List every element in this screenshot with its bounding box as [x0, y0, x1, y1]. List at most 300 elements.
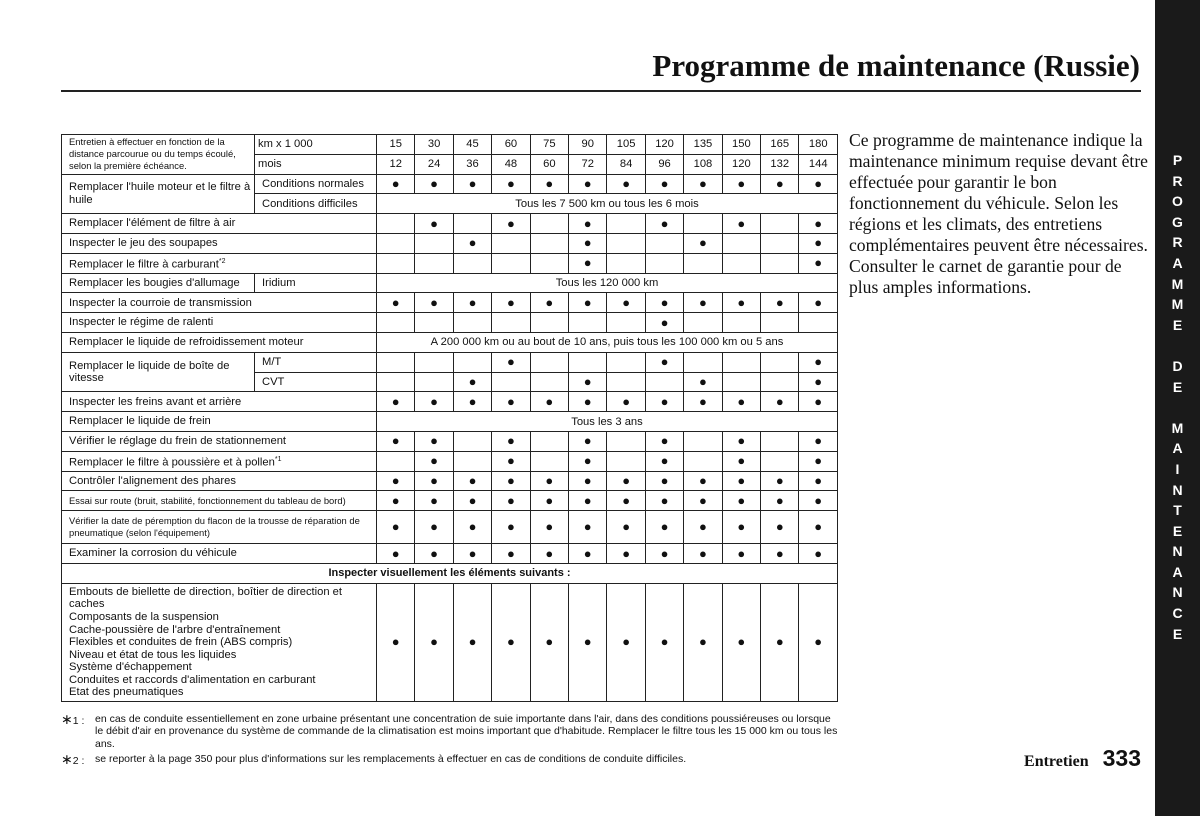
- schedule-cell: [799, 392, 838, 412]
- service-dot: ●: [660, 175, 669, 191]
- side-tab-letter: T: [1173, 502, 1182, 519]
- maintenance-item-label: Remplacer le filtre à poussière et à pollen: [69, 456, 275, 469]
- visual-inspection-item: Flexibles et conduites de frein (ABS compris): [69, 636, 293, 649]
- service-dot: ●: [775, 472, 784, 488]
- service-dot: ●: [737, 294, 746, 310]
- maintenance-item: [62, 451, 377, 471]
- schedule-cell: [530, 233, 568, 253]
- schedule-cell: [453, 174, 491, 194]
- maintenance-item-label: Examiner la corrosion du véhicule: [69, 547, 237, 560]
- service-dot: ●: [583, 393, 592, 409]
- side-tab-letter: [1155, 397, 1200, 418]
- schedule-cell: [453, 544, 491, 564]
- interval-span: Tous les 120 000 km: [377, 273, 838, 293]
- schedule-cell: [645, 583, 683, 701]
- service-dot: ●: [430, 545, 439, 561]
- service-dot: ●: [468, 472, 477, 488]
- schedule-cell: [761, 491, 799, 511]
- schedule-cell: [530, 352, 568, 372]
- service-dot: ●: [468, 634, 477, 650]
- schedule-cell: [607, 174, 645, 194]
- maintenance-item: [62, 313, 377, 333]
- schedule-cell: [453, 392, 491, 412]
- schedule-cell: [492, 511, 530, 544]
- schedule-cell: [492, 491, 530, 511]
- schedule-cell: [761, 372, 799, 392]
- schedule-cell: [453, 491, 491, 511]
- schedule-cell: [799, 293, 838, 313]
- visual-inspection-item: Niveau et état de tous les liquides: [69, 648, 237, 661]
- schedule-cell: [761, 233, 799, 253]
- schedule-cell: [530, 174, 568, 194]
- service-dot: ●: [506, 215, 515, 231]
- schedule-cell: [415, 451, 453, 471]
- schedule-cell: [684, 471, 722, 491]
- service-dot: ●: [622, 519, 631, 535]
- service-dot: ●: [737, 519, 746, 535]
- schedule-cell: [684, 451, 722, 471]
- schedule-cell: [761, 392, 799, 412]
- schedule-cell: [453, 214, 491, 234]
- side-tab-letter: O: [1172, 193, 1183, 210]
- service-dot: ●: [814, 453, 823, 469]
- schedule-cell: [453, 352, 491, 372]
- schedule-cell: [799, 471, 838, 491]
- schedule-cell: [645, 233, 683, 253]
- schedule-cell: [645, 392, 683, 412]
- service-dot: ●: [737, 492, 746, 508]
- footnote-ref: *1: [274, 455, 282, 463]
- service-dot: ●: [506, 354, 515, 370]
- schedule-cell: [607, 352, 645, 372]
- schedule-cell: [645, 352, 683, 372]
- schedule-cell: [415, 313, 453, 333]
- schedule-cell: [645, 253, 683, 273]
- schedule-cell: [569, 293, 607, 313]
- schedule-cell: [645, 372, 683, 392]
- visual-inspection-row: [62, 583, 838, 701]
- service-dot: ●: [699, 472, 707, 488]
- service-dot: ●: [814, 545, 823, 561]
- schedule-cell: [530, 583, 568, 701]
- schedule-cell: [722, 174, 760, 194]
- maintenance-item-label: Contrôler l'alignement des phares: [69, 474, 236, 487]
- service-dot: ●: [699, 373, 707, 389]
- service-dot: ●: [583, 519, 592, 535]
- service-dot: ●: [391, 472, 400, 488]
- service-dot: ●: [391, 393, 400, 409]
- condition-label: Conditions normales: [255, 174, 377, 194]
- schedule-cell: [645, 491, 683, 511]
- schedule-cell: [607, 233, 645, 253]
- table-row: [62, 273, 838, 293]
- service-dot: ●: [468, 294, 477, 310]
- service-dot: ●: [391, 433, 400, 449]
- service-dot: ●: [506, 294, 515, 310]
- side-tab-letter: N: [1172, 481, 1183, 498]
- schedule-cell: [722, 214, 760, 234]
- table-row: [62, 451, 838, 471]
- footnotes: [61, 713, 841, 771]
- service-dot: ●: [468, 175, 477, 191]
- schedule-cell: [645, 174, 683, 194]
- schedule-cell: [569, 253, 607, 273]
- schedule-cell: [684, 491, 722, 511]
- schedule-cell: [377, 451, 415, 471]
- service-dot: ●: [506, 545, 515, 561]
- schedule-cell: [722, 431, 760, 451]
- maintenance-item: [62, 273, 255, 293]
- schedule-cell: [799, 491, 838, 511]
- months-label: mois: [255, 154, 377, 174]
- service-dot: ●: [622, 393, 631, 409]
- month-interval: 120: [722, 154, 760, 174]
- schedule-cell: [607, 583, 645, 701]
- schedule-cell: [415, 491, 453, 511]
- service-dot: ●: [506, 453, 515, 469]
- schedule-cell: [684, 511, 722, 544]
- schedule-cell: [799, 313, 838, 333]
- km-interval: 60: [492, 135, 530, 155]
- km-interval: 120: [645, 135, 683, 155]
- schedule-cell: [722, 583, 760, 701]
- table-row: [62, 352, 838, 372]
- schedule-cell: [645, 293, 683, 313]
- schedule-cell: [453, 451, 491, 471]
- km-interval: 75: [530, 135, 568, 155]
- side-tab-letter: N: [1172, 584, 1183, 601]
- maintenance-item-label: Remplacer le liquide de boîte de vitesse: [69, 359, 230, 385]
- schedule-cell: [377, 544, 415, 564]
- schedule-cell: [645, 471, 683, 491]
- service-dot: ●: [814, 519, 823, 535]
- schedule-cell: [530, 313, 568, 333]
- schedule-cell: [492, 471, 530, 491]
- service-dot: ●: [737, 472, 746, 488]
- service-dot: ●: [622, 472, 631, 488]
- schedule-cell: [761, 431, 799, 451]
- maintenance-item: [62, 214, 377, 234]
- service-dot: ●: [699, 545, 707, 561]
- schedule-cell: [607, 544, 645, 564]
- footer-section-name: Entretien: [1024, 753, 1089, 770]
- schedule-cell: [722, 471, 760, 491]
- service-dot: ●: [391, 492, 400, 508]
- service-dot: ●: [814, 294, 823, 310]
- side-tab-letter: A: [1172, 254, 1183, 271]
- service-dot: ●: [506, 634, 515, 650]
- schedule-cell: [415, 544, 453, 564]
- schedule-cell: [569, 431, 607, 451]
- service-dot: ●: [814, 175, 823, 191]
- side-tab-letter: N: [1172, 543, 1183, 560]
- schedule-cell: [415, 392, 453, 412]
- service-dot: ●: [430, 433, 439, 449]
- schedule-cell: [492, 392, 530, 412]
- header-row-km: [62, 135, 838, 155]
- schedule-cell: [569, 233, 607, 253]
- schedule-cell: [645, 313, 683, 333]
- service-dot: ●: [468, 235, 477, 251]
- table-row: [62, 511, 838, 544]
- maintenance-item: [62, 174, 255, 214]
- service-dot: ●: [622, 492, 631, 508]
- month-interval: 132: [761, 154, 799, 174]
- schedule-cell: [492, 372, 530, 392]
- title-rule: [61, 90, 1141, 92]
- service-dot: ●: [775, 294, 784, 310]
- condition-label: Iridium: [255, 273, 377, 293]
- schedule-cell: [415, 431, 453, 451]
- schedule-cell: [761, 253, 799, 273]
- table-row: [62, 233, 838, 253]
- service-dot: ●: [660, 354, 669, 370]
- schedule-cell: [722, 491, 760, 511]
- schedule-cell: [684, 431, 722, 451]
- schedule-cell: [761, 583, 799, 701]
- visual-inspection-item: Cache-poussière de l'arbre d'entraînement: [69, 623, 281, 636]
- service-dot: ●: [583, 255, 592, 271]
- visual-inspection-header-row: [62, 563, 838, 583]
- side-tab-letter: E: [1172, 522, 1183, 539]
- schedule-cell: [645, 431, 683, 451]
- service-dot: ●: [814, 373, 823, 389]
- side-tab-letter: M: [1171, 275, 1184, 292]
- service-dot: ●: [814, 433, 823, 449]
- visual-inspection-item: Composants de la suspension: [69, 610, 219, 623]
- km-interval: 105: [607, 135, 645, 155]
- service-dot: ●: [391, 519, 400, 535]
- maintenance-item: [62, 253, 377, 273]
- schedule-cell: [722, 293, 760, 313]
- service-dot: ●: [814, 354, 823, 370]
- service-dot: ●: [430, 634, 439, 650]
- table-row: [62, 431, 838, 451]
- schedule-cell: [377, 491, 415, 511]
- maintenance-item-label: Essai sur route (bruit, stabilité, fonctionnement du tableau de bord): [69, 494, 346, 506]
- service-dot: ●: [775, 519, 784, 535]
- schedule-cell: [722, 253, 760, 273]
- table-row: [62, 174, 838, 194]
- schedule-cell: [761, 451, 799, 471]
- schedule-cell: [645, 511, 683, 544]
- schedule-cell: [415, 372, 453, 392]
- footnote-number: 1: [72, 715, 79, 727]
- schedule-cell: [530, 392, 568, 412]
- maintenance-item: [62, 233, 377, 253]
- schedule-cell: [492, 214, 530, 234]
- maintenance-item: [62, 293, 377, 313]
- interval-span: A 200 000 km ou au bout de 10 ans, puis tous les 100 000 km ou 5 ans: [377, 332, 838, 352]
- schedule-cell: [569, 392, 607, 412]
- schedule-cell: [569, 544, 607, 564]
- service-dot: ●: [622, 294, 631, 310]
- service-dot: ●: [583, 472, 592, 488]
- schedule-cell: [607, 253, 645, 273]
- schedule-cell: [607, 511, 645, 544]
- km-interval: 165: [761, 135, 799, 155]
- km-interval: 150: [722, 135, 760, 155]
- schedule-cell: [722, 392, 760, 412]
- service-dot: ●: [430, 393, 439, 409]
- schedule-cell: [799, 431, 838, 451]
- service-dot: ●: [545, 175, 554, 191]
- service-dot: ●: [506, 472, 515, 488]
- schedule-cell: [684, 583, 722, 701]
- page-number: 333: [1102, 745, 1141, 771]
- footnote: [61, 753, 841, 767]
- service-dot: ●: [583, 215, 592, 231]
- service-dot: ●: [583, 373, 592, 389]
- side-tab-letter: M: [1171, 419, 1184, 436]
- side-tab-letter: D: [1172, 357, 1183, 374]
- service-dot: ●: [737, 545, 746, 561]
- footnote-ref: *2: [218, 257, 226, 265]
- interval-span: Tous les 3 ans: [377, 412, 838, 432]
- schedule-cell: [684, 174, 722, 194]
- service-dot: ●: [583, 545, 592, 561]
- service-dot: ●: [699, 294, 707, 310]
- footnote-text: en cas de conduite essentiellement en zone urbaine présentant une concentration de suie importante dans l'air, dans des conditions poussiéreuses ou lorsque le débit d'air en provenance du système de commande de la climatisation est moins important que d'habitude. Remplacer le filtre tous les 15 000 km ou tous les ans.: [95, 713, 838, 750]
- service-dot: ●: [391, 545, 400, 561]
- schedule-cell: [492, 544, 530, 564]
- schedule-cell: [569, 451, 607, 471]
- schedule-cell: [453, 471, 491, 491]
- visual-inspection-item: Conduites et raccords d'alimentation en carburant: [69, 673, 316, 686]
- km-interval: 180: [799, 135, 838, 155]
- table-row: [62, 293, 838, 313]
- service-dot: ●: [622, 175, 631, 191]
- schedule-cell: [569, 511, 607, 544]
- service-dot: ●: [622, 545, 631, 561]
- schedule-cell: [722, 352, 760, 372]
- schedule-cell: [607, 293, 645, 313]
- maintenance-item-label: Inspecter la courroie de transmission: [69, 296, 252, 309]
- km-interval: 15: [377, 135, 415, 155]
- schedule-cell: [492, 253, 530, 273]
- footnote-mark: ∗2 :: [61, 751, 85, 768]
- service-dot: ●: [814, 235, 823, 251]
- side-tab-letter: R: [1172, 234, 1183, 251]
- service-dot: ●: [814, 393, 823, 409]
- schedule-cell: [799, 253, 838, 273]
- service-dot: ●: [775, 634, 784, 650]
- schedule-cell: [761, 471, 799, 491]
- service-dot: ●: [660, 314, 669, 330]
- service-dot: ●: [737, 215, 746, 231]
- service-dot: ●: [814, 255, 823, 271]
- schedule-cell: [492, 583, 530, 701]
- footnote-number: 2: [72, 755, 79, 768]
- intro-paragraph: Ce programme de maintenance indique la maintenance minimum requise devant être effectuée pour garantir le bon fonctionnement du véhicule. Selon les régions et les climats, des entretiens complémentaires peuvent être nécessaires. Consulter le carnet de garantie pour de plus amples informations.: [849, 130, 1148, 297]
- service-dot: ●: [775, 175, 784, 191]
- service-dot: ●: [814, 634, 823, 650]
- schedule-cell: [722, 544, 760, 564]
- maintenance-item: [62, 392, 377, 412]
- maintenance-item: [62, 511, 377, 544]
- schedule-cell: [645, 214, 683, 234]
- service-dot: ●: [583, 294, 592, 310]
- schedule-cell: [607, 313, 645, 333]
- service-dot: ●: [699, 634, 707, 650]
- service-dot: ●: [699, 235, 707, 251]
- side-tab-letter: [1155, 335, 1200, 356]
- side-tab-letter: A: [1172, 440, 1183, 457]
- service-dot: ●: [814, 472, 823, 488]
- schedule-cell: [377, 372, 415, 392]
- table-row: [62, 332, 838, 352]
- service-dot: ●: [583, 235, 592, 251]
- side-tab-letter: G: [1172, 213, 1183, 230]
- condition-label: Conditions difficiles: [255, 194, 377, 214]
- schedule-cell: [761, 313, 799, 333]
- schedule-cell: [492, 293, 530, 313]
- schedule-cell: [453, 511, 491, 544]
- schedule-cell: [722, 511, 760, 544]
- month-interval: 96: [645, 154, 683, 174]
- service-dot: ●: [545, 634, 554, 650]
- service-dot: ●: [545, 294, 554, 310]
- schedule-cell: [569, 313, 607, 333]
- km-interval: 30: [415, 135, 453, 155]
- schedule-cell: [453, 233, 491, 253]
- schedule-cell: [415, 174, 453, 194]
- service-dot: ●: [468, 492, 477, 508]
- schedule-cell: [761, 544, 799, 564]
- schedule-cell: [530, 544, 568, 564]
- schedule-cell: [684, 313, 722, 333]
- schedule-cell: [799, 372, 838, 392]
- schedule-cell: [453, 253, 491, 273]
- service-dot: ●: [660, 519, 669, 535]
- maintenance-item-label: Vérifier le réglage du frein de stationnement: [69, 435, 287, 448]
- schedule-cell: [569, 214, 607, 234]
- service-dot: ●: [737, 453, 746, 469]
- service-dot: ●: [737, 175, 746, 191]
- side-tab-letter: R: [1172, 172, 1183, 189]
- schedule-cell: [761, 511, 799, 544]
- side-tab-letter: E: [1172, 625, 1183, 642]
- schedule-cell: [607, 491, 645, 511]
- service-dot: ●: [506, 519, 515, 535]
- maintenance-item: [62, 471, 377, 491]
- interval-span: Tous les 7 500 km ou tous les 6 mois: [377, 194, 838, 214]
- schedule-cell: [492, 313, 530, 333]
- schedule-cell: [530, 214, 568, 234]
- maintenance-item-label: Inspecter le jeu des soupapes: [69, 237, 218, 250]
- footnote: [61, 713, 841, 750]
- schedule-cell: [722, 313, 760, 333]
- schedule-cell: [492, 431, 530, 451]
- service-dot: ●: [430, 492, 439, 508]
- service-dot: ●: [468, 393, 477, 409]
- service-dot: ●: [391, 175, 400, 191]
- service-dot: ●: [391, 634, 400, 650]
- table-row: [62, 544, 838, 564]
- schedule-cell: [607, 214, 645, 234]
- table-row: [62, 313, 838, 333]
- service-dot: ●: [583, 453, 592, 469]
- schedule-cell: [415, 583, 453, 701]
- service-dot: ●: [430, 215, 439, 231]
- month-interval: 84: [607, 154, 645, 174]
- service-dot: ●: [775, 492, 784, 508]
- visual-inspection-item: Embouts de biellette de direction, boîtier de direction et caches: [69, 585, 343, 611]
- page-title: Programme de maintenance (Russie): [652, 48, 1140, 83]
- service-dot: ●: [545, 492, 554, 508]
- service-dot: ●: [545, 472, 554, 488]
- visual-inspection-items: [62, 583, 377, 701]
